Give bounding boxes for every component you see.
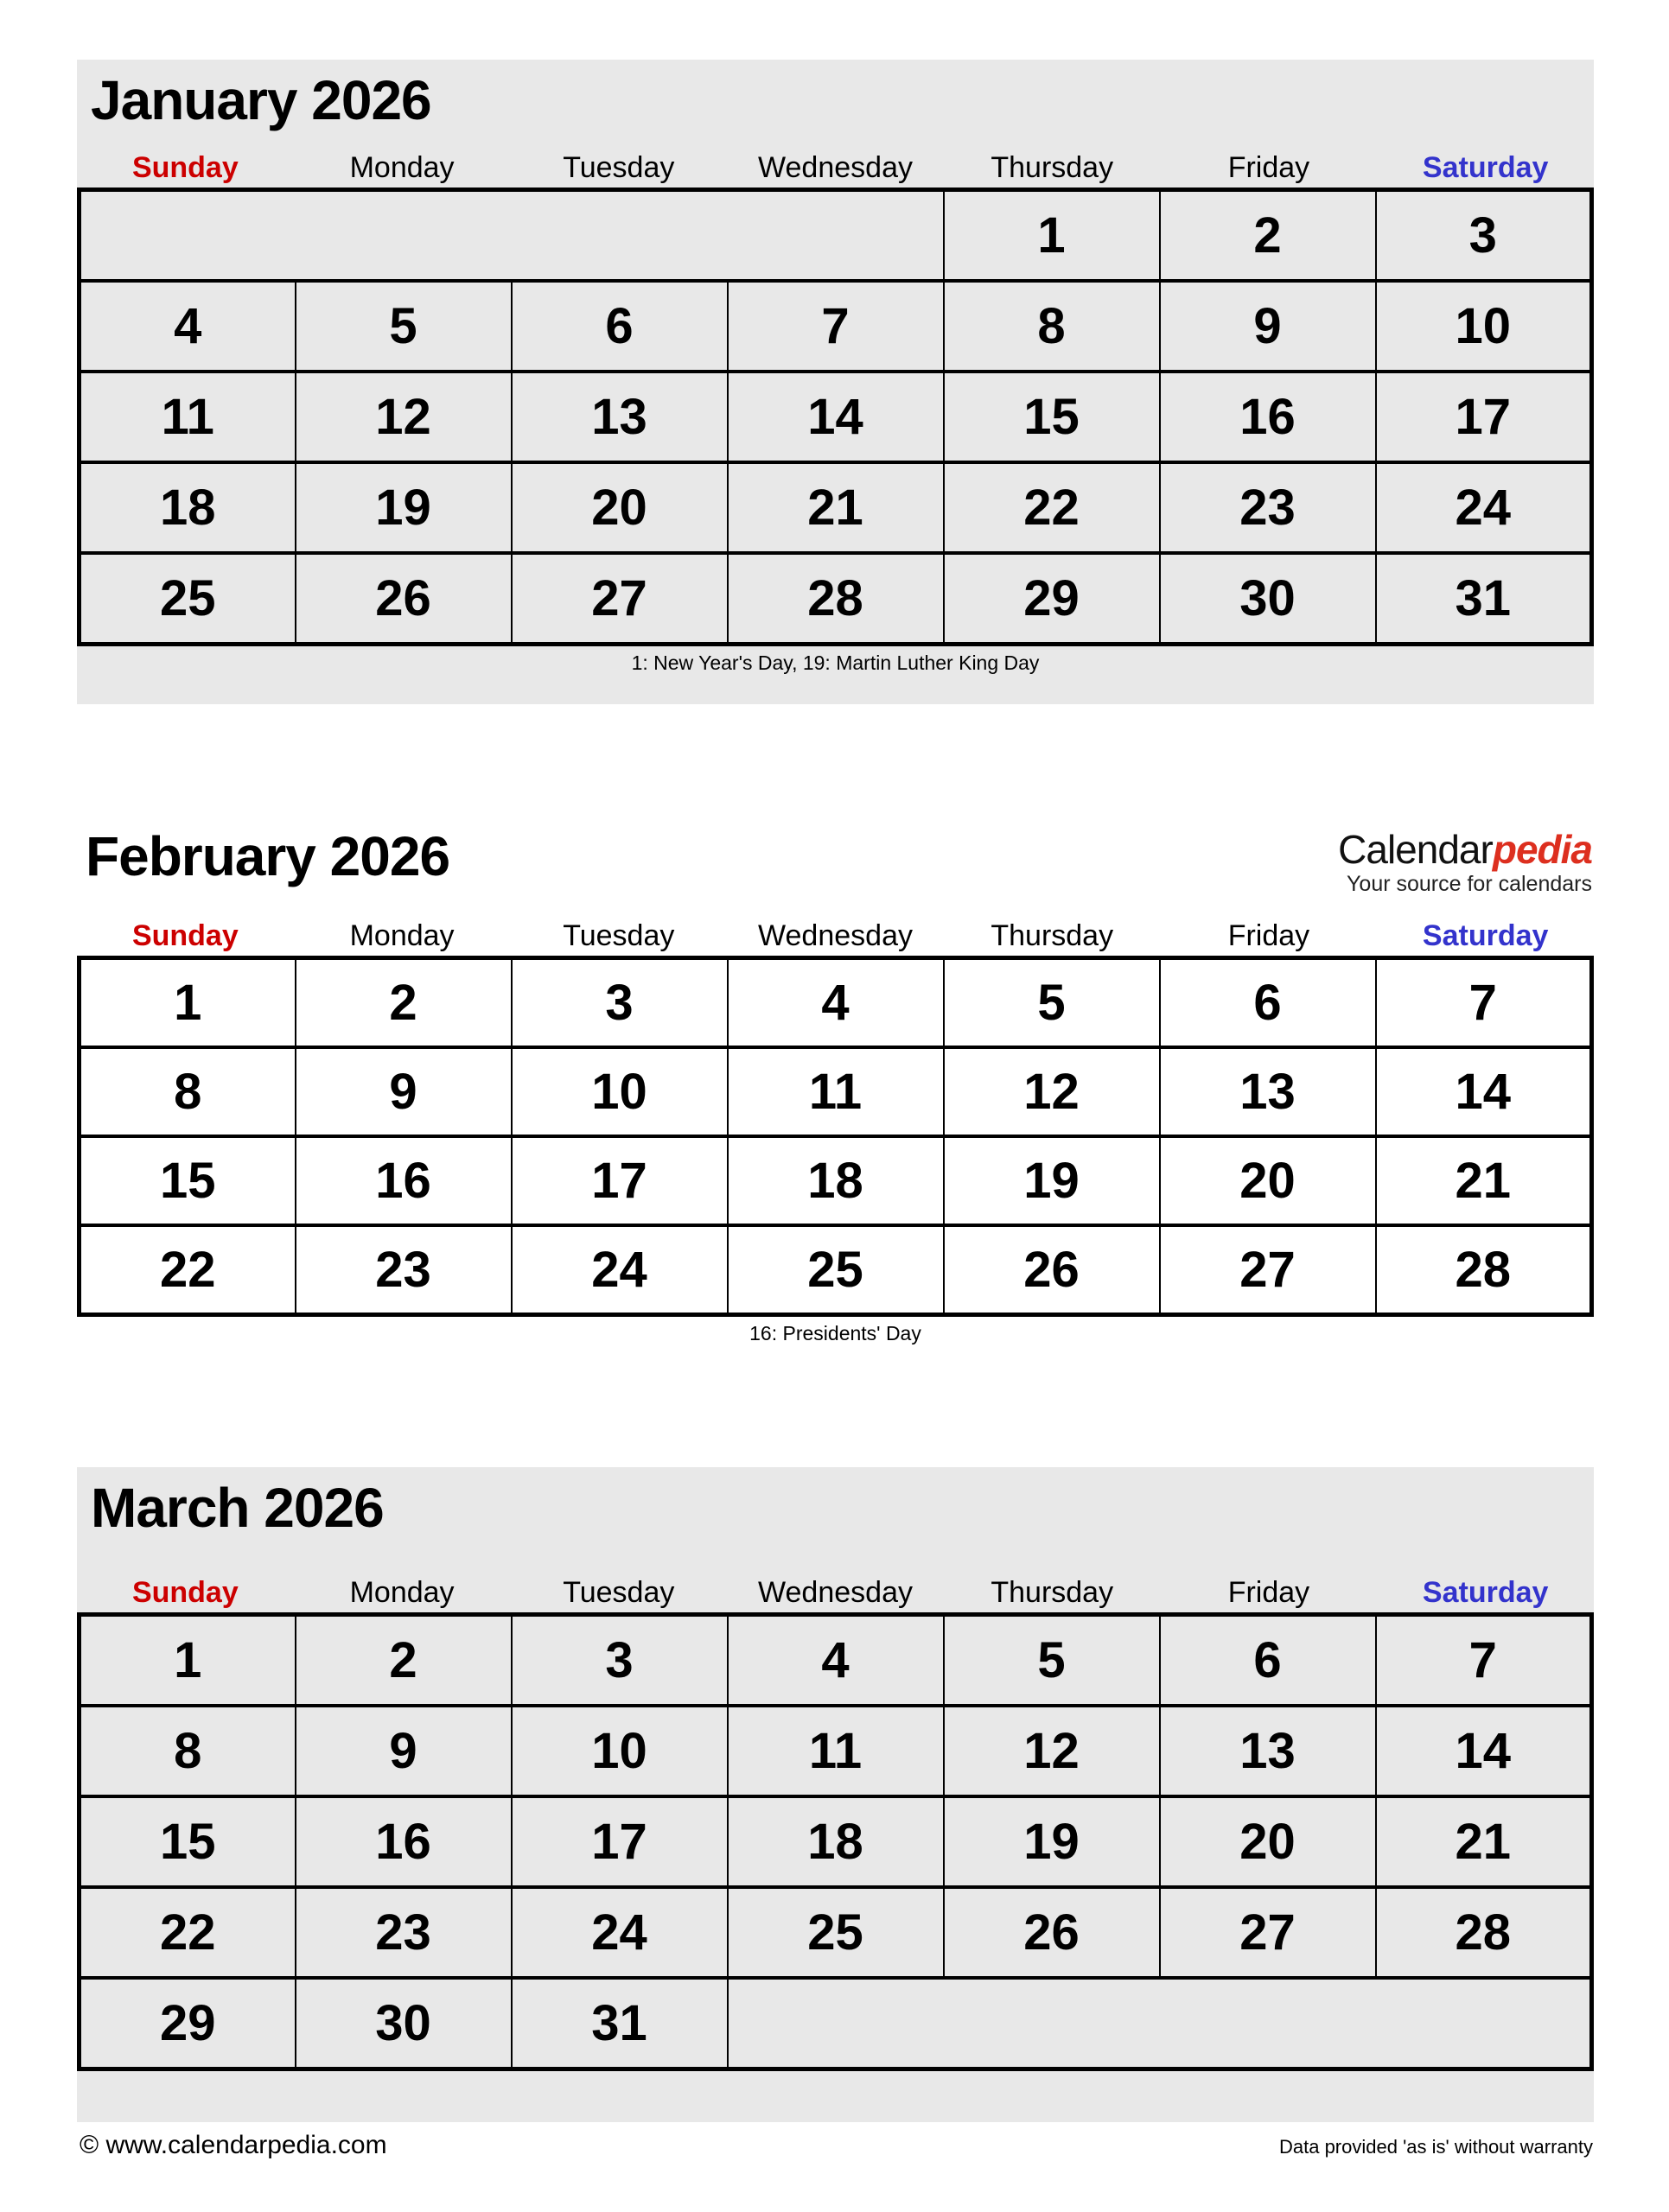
week-row	[80, 190, 1592, 282]
day-cell-6: 6	[512, 281, 728, 372]
day-cell-23: 23	[296, 1887, 512, 1978]
day-cell-11: 11	[80, 372, 296, 462]
day-cell-6: 6	[1160, 1615, 1376, 1707]
weekday-friday: Friday	[1227, 151, 1310, 185]
day-cell-2: 2	[1160, 190, 1376, 282]
weekday-thursday: Thursday	[991, 1576, 1114, 1610]
day-cell-18: 18	[80, 462, 296, 553]
day-cell-13: 13	[512, 372, 728, 462]
logo-text-pedia: pedia	[1492, 827, 1592, 872]
empty-cell	[728, 1978, 1592, 2069]
month-title-january: January 2026	[91, 69, 431, 131]
month-grid-march	[77, 1612, 1594, 2071]
week-row	[80, 1615, 1592, 1707]
day-cell-2: 2	[296, 958, 512, 1048]
day-cell-10: 10	[512, 1706, 728, 1796]
week-row	[80, 281, 1592, 372]
day-cell-9: 9	[1160, 281, 1376, 372]
weekday-thursday: Thursday	[991, 919, 1114, 953]
week-row	[80, 958, 1592, 1048]
day-cell-7: 7	[728, 281, 944, 372]
day-cell-22: 22	[80, 1887, 296, 1978]
day-cell-28: 28	[1376, 1887, 1592, 1978]
day-cell-17: 17	[1376, 372, 1592, 462]
weekday-monday: Monday	[349, 919, 455, 953]
day-cell-20: 20	[1160, 1796, 1376, 1887]
day-cell-14: 14	[1376, 1706, 1592, 1796]
day-cell-7: 7	[1376, 958, 1592, 1048]
weekday-monday: Monday	[349, 151, 455, 185]
weekday-tuesday: Tuesday	[563, 151, 675, 185]
day-cell-12: 12	[944, 1047, 1160, 1136]
day-cell-24: 24	[512, 1887, 728, 1978]
day-cell-16: 16	[1160, 372, 1376, 462]
day-cell-28: 28	[1376, 1225, 1592, 1315]
day-cell-12: 12	[944, 1706, 1160, 1796]
weekday-header-row	[77, 150, 1594, 185]
footer-disclaimer: Data provided 'as is' without warranty	[1278, 2136, 1593, 2158]
day-cell-13: 13	[1160, 1047, 1376, 1136]
day-cell-4: 4	[728, 1615, 944, 1707]
month-title-february: February 2026	[86, 825, 450, 887]
weekday-friday: Friday	[1227, 919, 1310, 953]
month-grid-january	[77, 188, 1594, 646]
day-cell-20: 20	[1160, 1136, 1376, 1225]
section-january	[77, 60, 1594, 704]
day-cell-16: 16	[296, 1796, 512, 1887]
day-cell-29: 29	[944, 553, 1160, 645]
week-row	[80, 1706, 1592, 1796]
weekday-tuesday: Tuesday	[563, 1576, 675, 1610]
day-cell-18: 18	[728, 1136, 944, 1225]
day-cell-15: 15	[944, 372, 1160, 462]
day-cell-30: 30	[296, 1978, 512, 2069]
logo-tagline: Your source for calendars	[1347, 872, 1592, 896]
day-cell-31: 31	[1376, 553, 1592, 645]
day-cell-28: 28	[728, 553, 944, 645]
day-cell-25: 25	[728, 1225, 944, 1315]
day-cell-12: 12	[296, 372, 512, 462]
logo-wordmark	[1338, 827, 1592, 872]
day-cell-5: 5	[944, 958, 1160, 1048]
day-cell-22: 22	[80, 1225, 296, 1315]
day-cell-23: 23	[1160, 462, 1376, 553]
day-cell-24: 24	[1376, 462, 1592, 553]
weekday-header-row	[77, 918, 1594, 953]
weekday-saturday: Saturday	[1422, 919, 1549, 953]
day-cell-9: 9	[296, 1706, 512, 1796]
day-cell-10: 10	[1376, 281, 1592, 372]
day-cell-26: 26	[944, 1887, 1160, 1978]
day-cell-4: 4	[80, 281, 296, 372]
weekday-sunday: Sunday	[131, 151, 239, 185]
weekday-thursday: Thursday	[991, 151, 1114, 185]
day-cell-14: 14	[1376, 1047, 1592, 1136]
day-cell-8: 8	[80, 1706, 296, 1796]
weekday-wednesday: Wednesday	[758, 919, 913, 953]
day-cell-27: 27	[512, 553, 728, 645]
week-row	[80, 1796, 1592, 1887]
day-cell-20: 20	[512, 462, 728, 553]
month-grid-february	[77, 956, 1594, 1317]
empty-cell	[80, 190, 944, 282]
day-cell-21: 21	[1376, 1796, 1592, 1887]
day-cell-18: 18	[728, 1796, 944, 1887]
day-cell-11: 11	[728, 1047, 944, 1136]
day-cell-26: 26	[944, 1225, 1160, 1315]
week-row	[80, 553, 1592, 645]
day-cell-16: 16	[296, 1136, 512, 1225]
week-row	[80, 1978, 1592, 2069]
logo-text-calendar: Calendar	[1338, 827, 1493, 872]
day-cell-31: 31	[512, 1978, 728, 2069]
day-cell-30: 30	[1160, 553, 1376, 645]
day-cell-2: 2	[296, 1615, 512, 1707]
day-cell-19: 19	[944, 1136, 1160, 1225]
day-cell-3: 3	[512, 1615, 728, 1707]
holiday-note-january: 1: New Year's Day, 19: Martin Luther King Day	[631, 652, 1040, 675]
week-row	[80, 372, 1592, 462]
weekday-header-row	[77, 1575, 1594, 1610]
day-cell-25: 25	[80, 553, 296, 645]
day-cell-17: 17	[512, 1796, 728, 1887]
day-cell-6: 6	[1160, 958, 1376, 1048]
footer-copyright: © www.calendarpedia.com	[80, 2131, 387, 2159]
weekday-monday: Monday	[349, 1576, 455, 1610]
day-cell-24: 24	[512, 1225, 728, 1315]
day-cell-21: 21	[1376, 1136, 1592, 1225]
day-cell-1: 1	[80, 958, 296, 1048]
weekday-tuesday: Tuesday	[563, 919, 675, 953]
day-cell-8: 8	[80, 1047, 296, 1136]
week-row	[80, 1136, 1592, 1225]
day-cell-17: 17	[512, 1136, 728, 1225]
section-february	[77, 821, 1594, 1344]
day-cell-19: 19	[944, 1796, 1160, 1887]
day-cell-5: 5	[296, 281, 512, 372]
day-cell-13: 13	[1160, 1706, 1376, 1796]
day-cell-9: 9	[296, 1047, 512, 1136]
weekday-wednesday: Wednesday	[758, 1576, 913, 1610]
weekday-saturday: Saturday	[1422, 1576, 1549, 1610]
day-cell-29: 29	[80, 1978, 296, 2069]
weekday-sunday: Sunday	[131, 1576, 239, 1610]
day-cell-15: 15	[80, 1136, 296, 1225]
day-cell-23: 23	[296, 1225, 512, 1315]
weekday-friday: Friday	[1227, 1576, 1310, 1610]
day-cell-27: 27	[1160, 1887, 1376, 1978]
section-march	[77, 1467, 1594, 2122]
day-cell-5: 5	[944, 1615, 1160, 1707]
day-cell-10: 10	[512, 1047, 728, 1136]
day-cell-26: 26	[296, 553, 512, 645]
day-cell-21: 21	[728, 462, 944, 553]
week-row	[80, 462, 1592, 553]
month-title-march: March 2026	[91, 1477, 384, 1539]
week-row	[80, 1225, 1592, 1315]
day-cell-11: 11	[728, 1706, 944, 1796]
day-cell-25: 25	[728, 1887, 944, 1978]
holiday-note-february: 16: Presidents' Day	[749, 1322, 921, 1345]
day-cell-3: 3	[512, 958, 728, 1048]
day-cell-19: 19	[296, 462, 512, 553]
day-cell-1: 1	[944, 190, 1160, 282]
day-cell-15: 15	[80, 1796, 296, 1887]
day-cell-1: 1	[80, 1615, 296, 1707]
calendarpedia-logo	[1338, 827, 1592, 896]
day-cell-8: 8	[944, 281, 1160, 372]
week-row	[80, 1887, 1592, 1978]
weekday-sunday: Sunday	[131, 919, 239, 953]
day-cell-4: 4	[728, 958, 944, 1048]
day-cell-27: 27	[1160, 1225, 1376, 1315]
week-row	[80, 1047, 1592, 1136]
weekday-wednesday: Wednesday	[758, 151, 913, 185]
day-cell-22: 22	[944, 462, 1160, 553]
day-cell-3: 3	[1376, 190, 1592, 282]
weekday-saturday: Saturday	[1422, 151, 1549, 185]
day-cell-14: 14	[728, 372, 944, 462]
day-cell-7: 7	[1376, 1615, 1592, 1707]
